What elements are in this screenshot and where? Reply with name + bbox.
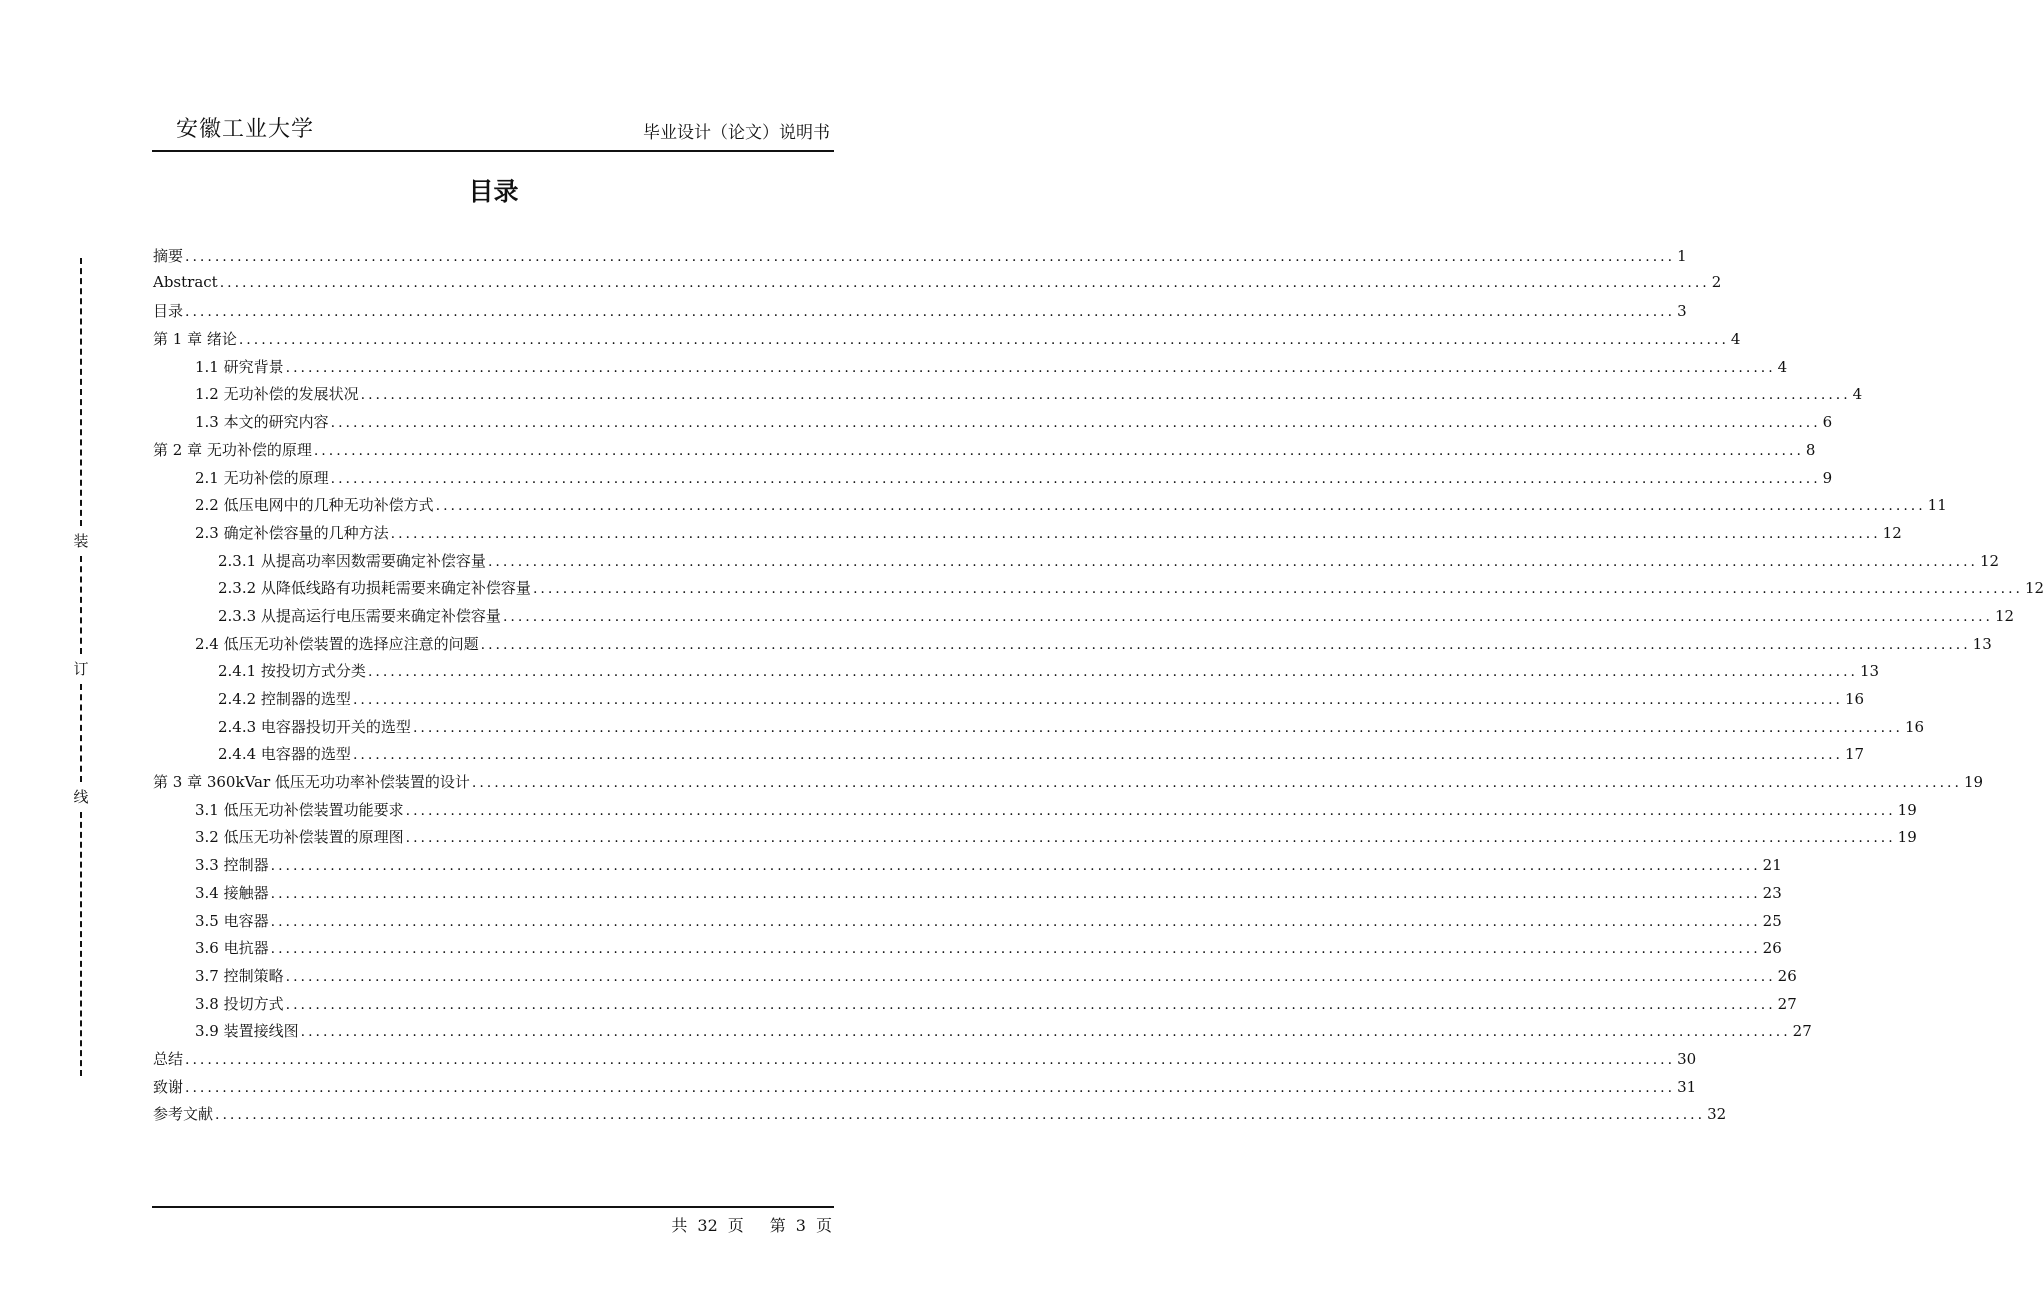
toc-leader-dots: ........................................................................................................................................................................................................ <box>285 359 1776 376</box>
toc-entry-label: 2.3.1 从提高功率因数需要确定补偿容量 <box>218 551 486 570</box>
toc-entry-label: 2.4 低压无功补偿装置的选择应注意的问题 <box>195 634 479 653</box>
toc-entry[interactable] <box>153 716 1925 744</box>
toc-entry-page: 17 <box>1844 745 1865 764</box>
toc-leader-dots: ........................................................................................................................................................................................................ <box>405 830 1896 847</box>
toc-entry-page: 27 <box>1777 994 1797 1013</box>
binding-char: 装 <box>73 532 89 550</box>
toc-entry[interactable] <box>153 605 2015 633</box>
toc-leader-dots: ........................................................................................................................................................................................................ <box>471 775 1962 792</box>
total-unit: 页 <box>727 1216 744 1235</box>
toc-leader-dots: ........................................................................................................................................................................................................ <box>238 332 1729 349</box>
toc-leader-dots: ........................................................................................................................................................................................................ <box>435 498 1926 515</box>
toc-leader-dots: ........................................................................................................................................................................................................ <box>285 968 1776 985</box>
toc-entry[interactable] <box>153 1048 1697 1076</box>
toc-entry[interactable] <box>153 383 1863 411</box>
current-label: 第 <box>769 1216 786 1235</box>
toc-entry-label: Abstract <box>153 272 218 291</box>
toc-entry[interactable] <box>153 993 1797 1021</box>
toc-entry-label: 参考文献 <box>153 1105 214 1124</box>
toc-leader-dots: ........................................................................................................................................................................................................ <box>270 858 1761 875</box>
university-name: 安徽工业大学 <box>176 117 315 142</box>
page-counter <box>661 1213 832 1236</box>
toc-entry-label: 3.3 控制器 <box>195 856 269 875</box>
toc-leader-dots: ........................................................................................................................................................................................................ <box>367 664 1858 681</box>
toc-entry-label: 2.4.3 电容器投切开关的选型 <box>218 717 411 736</box>
toc-entry-label: 第 3 章 360kVar 低压无功功率补偿装置的设计 <box>153 773 470 792</box>
toc-entry-label: 第 2 章 无功补偿的原理 <box>153 440 312 459</box>
toc-leader-dots: ........................................................................................................................................................................................................ <box>270 913 1761 930</box>
current-page: 3 <box>795 1216 806 1235</box>
toc-entry-page: 4 <box>1777 357 1788 376</box>
toc-entry-label: 2.3.3 从提高运行电压需要来确定补偿容量 <box>218 606 501 625</box>
toc-entry[interactable] <box>153 356 1788 384</box>
toc-entry-label: 3.9 装置接线图 <box>195 1022 299 1041</box>
toc-leader-dots: ........................................................................................................................................................................................................ <box>215 1107 1706 1124</box>
current-unit: 页 <box>815 1216 832 1235</box>
toc-entry-page: 21 <box>1762 856 1782 875</box>
toc-leader-dots: ........................................................................................................................................................................................................ <box>502 608 1993 625</box>
toc-entry-page: 4 <box>1730 330 1741 349</box>
toc-entry[interactable] <box>153 1076 1697 1104</box>
toc-entry-page: 30 <box>1677 1049 1697 1068</box>
toc-entry-label: 2.4.4 电容器的选型 <box>218 745 351 764</box>
toc-entry-label: 致谢 <box>153 1077 184 1096</box>
toc-entry-label: 1.2 无功补偿的发展状况 <box>195 385 359 404</box>
toc-entry-label: 2.3.2 从降低线路有功损耗需要来确定补偿容量 <box>218 579 531 598</box>
toc-entry-label: 第 1 章 绪论 <box>153 330 237 349</box>
toc-entry-label: 3.4 接触器 <box>195 883 269 902</box>
toc-entry-page: 12 <box>1882 523 1902 542</box>
toc-entry[interactable] <box>153 272 1722 301</box>
toc-entry[interactable] <box>153 965 1797 993</box>
binding-line <box>70 258 92 1076</box>
toc-entry-page: 13 <box>1859 662 1880 681</box>
toc-entry-page: 26 <box>1762 939 1782 958</box>
toc-entry-label: 2.2 低压电网中的几种无功补偿方式 <box>195 496 434 515</box>
toc-entry-page: 19 <box>1963 773 1984 792</box>
binding-dash-segment <box>80 258 82 526</box>
toc-entry-label: 1.3 本文的研究内容 <box>195 413 329 432</box>
toc-entry-page: 1 <box>1677 247 1687 265</box>
toc-entry[interactable] <box>153 300 1687 328</box>
toc-entry-page: 12 <box>1994 606 2015 625</box>
toc-entry-label: 总结 <box>153 1049 184 1068</box>
toc-entry[interactable] <box>153 577 2044 605</box>
toc-entry[interactable] <box>153 467 1833 495</box>
toc-entry-page: 13 <box>1972 634 1992 653</box>
header-rule <box>152 150 834 152</box>
toc-entry[interactable] <box>153 854 1782 882</box>
toc-entry-label: 3.8 投切方式 <box>195 994 284 1013</box>
toc-leader-dots: ........................................................................................................................................................................................................ <box>219 274 1710 291</box>
toc-entry-page: 19 <box>1897 800 1917 819</box>
toc-entry-label: 3.2 低压无功补偿装置的原理图 <box>195 828 404 847</box>
toc-leader-dots: ........................................................................................................................................................................................................ <box>313 442 1804 459</box>
toc-entry-page: 19 <box>1897 828 1917 847</box>
toc-entry-page: 4 <box>1852 385 1863 404</box>
toc-entry-label: 3.1 低压无功补偿装置功能要求 <box>195 800 404 819</box>
toc-entry[interactable] <box>153 771 1984 799</box>
toc-entry-page: 12 <box>2024 579 2044 598</box>
total-label: 共 <box>671 1216 688 1235</box>
toc-leader-dots: ........................................................................................................................................................................................................ <box>487 553 1978 570</box>
toc-entry-page: 26 <box>1777 966 1797 985</box>
toc-leader-dots: ........................................................................................................................................................................................................ <box>532 581 2023 598</box>
toc-entry[interactable] <box>153 910 1782 938</box>
toc-entry[interactable] <box>153 411 1833 439</box>
toc-entry-page: 23 <box>1762 883 1782 902</box>
document-type: 毕业设计（论文）说明书 <box>643 123 830 143</box>
toc-entry[interactable] <box>153 937 1782 965</box>
toc-entry[interactable] <box>153 245 1687 273</box>
toc-entry-page: 12 <box>1979 551 2000 570</box>
binding-char: 订 <box>73 660 89 678</box>
binding-char: 线 <box>73 788 89 806</box>
toc-entry-label: 目录 <box>153 302 184 321</box>
toc-leader-dots: ........................................................................................................................................................................................................ <box>352 692 1843 708</box>
toc-entry-label: 2.4.2 控制器的选型 <box>218 690 351 708</box>
toc-entry-page: 32 <box>1707 1105 1727 1124</box>
toc-entry-label: 2.1 无功补偿的原理 <box>195 468 329 487</box>
toc-leader-dots: ........................................................................................................................................................................................................ <box>390 525 1881 542</box>
toc-entry-page: 2 <box>1711 272 1722 291</box>
toc-leader-dots: ........................................................................................................................................................................................................ <box>185 249 1676 265</box>
toc-entry-label: 2.4.1 按投切方式分类 <box>218 662 366 681</box>
toc-entry[interactable] <box>153 328 1741 356</box>
toc-entry-page: 9 <box>1822 468 1833 487</box>
page-title: 目录 <box>468 177 519 206</box>
toc-entry-page: 16 <box>1844 690 1865 708</box>
toc-entry[interactable] <box>153 882 1782 910</box>
toc-entry[interactable] <box>153 660 1880 688</box>
toc-entry[interactable] <box>153 1020 1812 1048</box>
toc-leader-dots: ........................................................................................................................................................................................................ <box>185 1051 1676 1068</box>
toc-leader-dots: ........................................................................................................................................................................................................ <box>300 1024 1791 1041</box>
toc-entry[interactable] <box>153 743 1865 771</box>
toc-leader-dots: ........................................................................................................................................................................................................ <box>285 996 1776 1013</box>
toc-entry[interactable] <box>153 439 1816 467</box>
toc-entry[interactable] <box>153 688 1865 716</box>
toc-entry[interactable] <box>153 550 2000 578</box>
table-of-contents <box>153 245 2044 1131</box>
toc-entry-label: 3.5 电容器 <box>195 911 269 930</box>
binding-dash-segment <box>80 812 82 1076</box>
toc-leader-dots: ........................................................................................................................................................................................................ <box>330 415 1821 432</box>
toc-entry-page: 27 <box>1792 1022 1812 1041</box>
toc-leader-dots: ........................................................................................................................................................................................................ <box>352 747 1843 764</box>
toc-entry[interactable] <box>153 1103 1727 1131</box>
toc-entry[interactable] <box>153 522 1902 550</box>
toc-entry-label: 摘要 <box>153 247 184 265</box>
toc-entry-label: 2.3 确定补偿容量的几种方法 <box>195 523 389 542</box>
toc-entry-page: 31 <box>1677 1077 1697 1096</box>
toc-leader-dots: ........................................................................................................................................................................................................ <box>412 719 1903 736</box>
binding-dash-segment <box>80 556 82 654</box>
toc-entry[interactable] <box>153 494 1947 522</box>
toc-leader-dots: ........................................................................................................................................................................................................ <box>480 636 1971 653</box>
toc-entry[interactable] <box>153 633 1992 661</box>
toc-leader-dots: ........................................................................................................................................................................................................ <box>185 1079 1676 1096</box>
toc-leader-dots: ........................................................................................................................................................................................................ <box>270 941 1761 958</box>
binding-dash-segment <box>80 684 82 782</box>
toc-leader-dots: ........................................................................................................................................................................................................ <box>360 387 1851 404</box>
toc-leader-dots: ........................................................................................................................................................................................................ <box>185 304 1676 321</box>
total-pages: 32 <box>697 1216 718 1235</box>
toc-entry-page: 16 <box>1904 717 1925 736</box>
toc-entry[interactable] <box>153 826 1917 854</box>
toc-entry-page: 11 <box>1927 496 1947 515</box>
footer-rule <box>152 1206 834 1208</box>
toc-entry-label: 1.1 研究背景 <box>195 357 284 376</box>
toc-leader-dots: ........................................................................................................................................................................................................ <box>405 802 1896 819</box>
toc-leader-dots: ........................................................................................................................................................................................................ <box>270 885 1761 902</box>
toc-entry-page: 3 <box>1677 302 1687 321</box>
toc-entry-label: 3.6 电抗器 <box>195 939 269 958</box>
toc-entry-page: 6 <box>1822 413 1833 432</box>
toc-entry-page: 25 <box>1762 911 1782 930</box>
toc-entry-page: 8 <box>1805 440 1816 459</box>
toc-entry[interactable] <box>153 799 1917 827</box>
toc-leader-dots: ........................................................................................................................................................................................................ <box>330 470 1821 487</box>
toc-entry-label: 3.7 控制策略 <box>195 966 284 985</box>
